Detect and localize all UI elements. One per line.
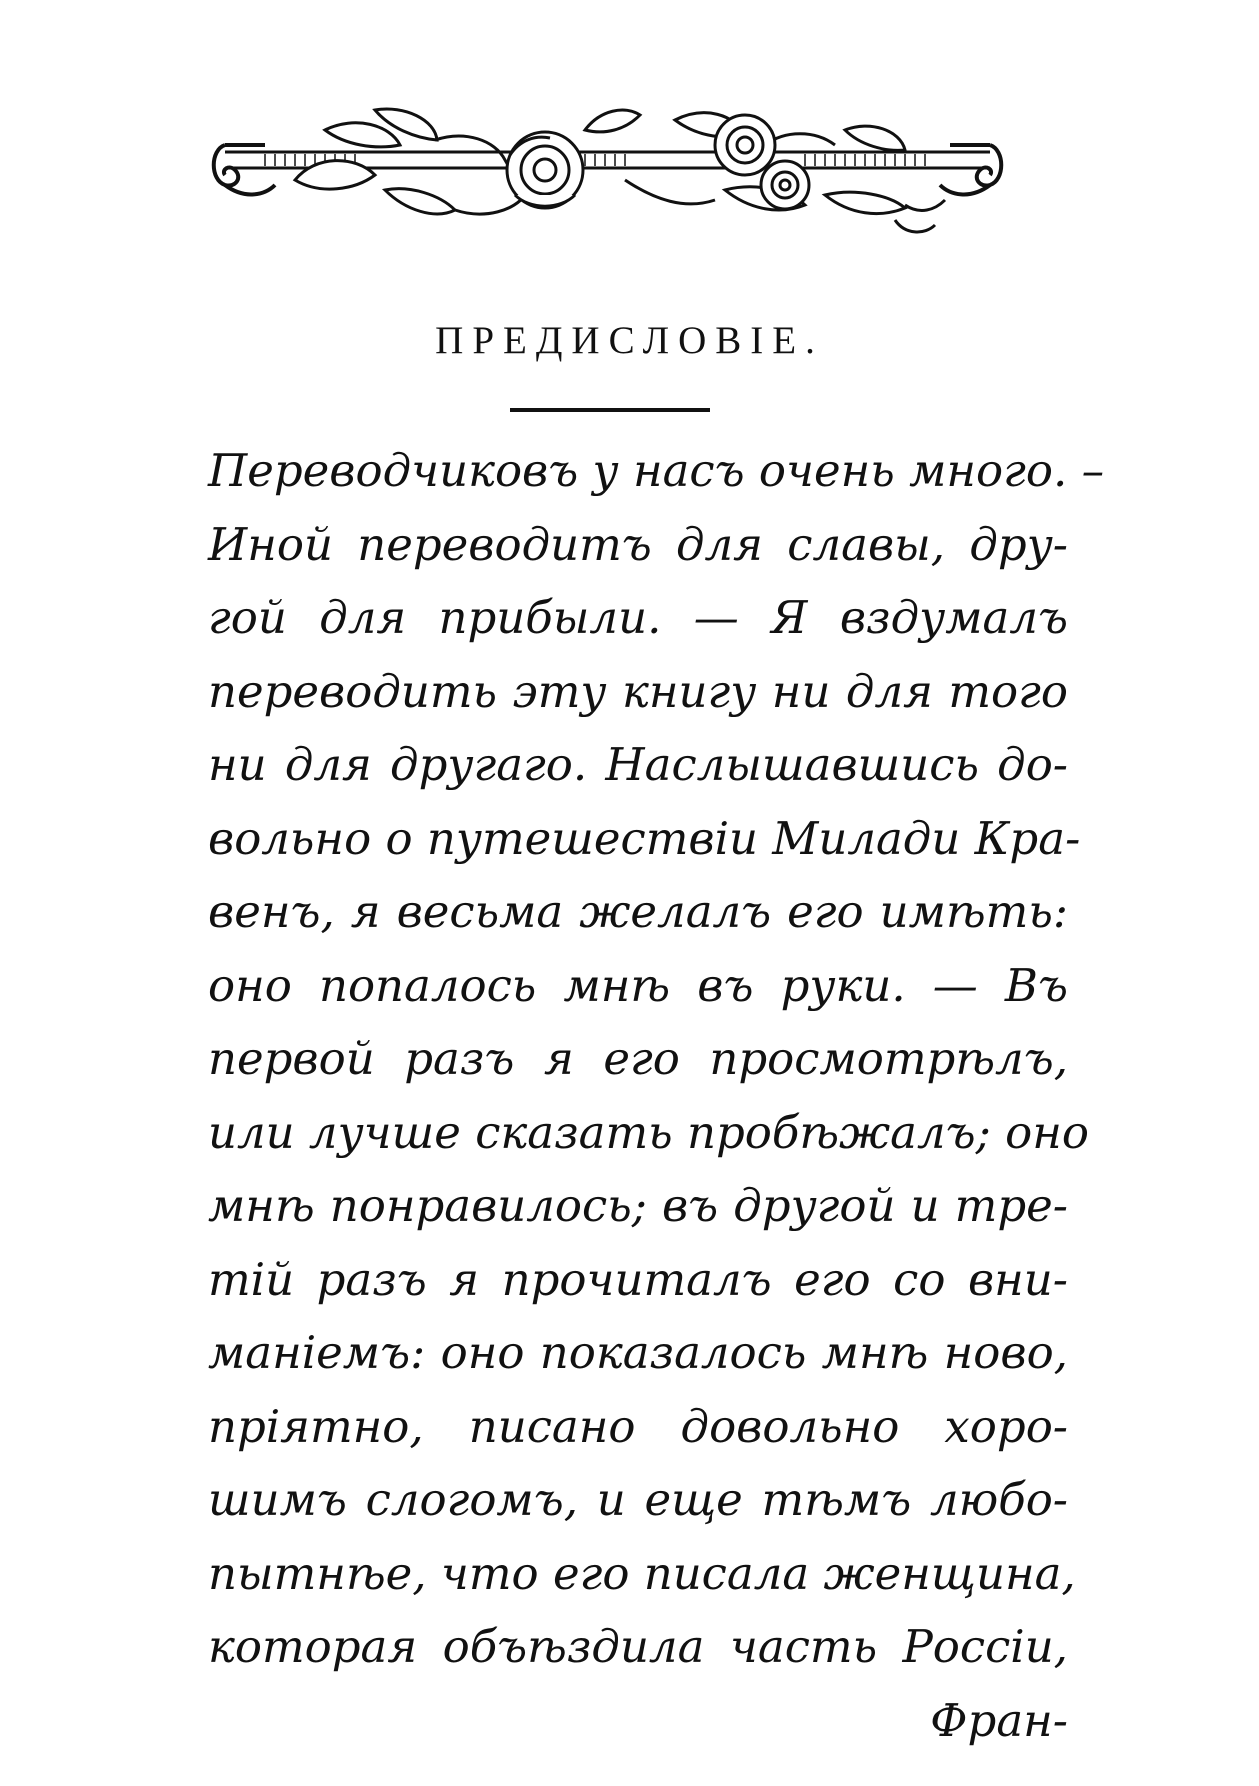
text-line: ни для другаго. Наслышавшись до- [208, 738, 1068, 791]
text-line: шимъ слогомъ, и еще тѣмъ любо- [208, 1473, 1068, 1526]
text-line: пытнѣе, что его писала женщина, [208, 1546, 1076, 1600]
text-line: Переводчиковъ у насъ очень много. – [208, 444, 1105, 497]
text-line: маніемъ: оно показалось мнѣ ново, [208, 1326, 1068, 1379]
text-line: или лучше сказать пробѣжалъ; оно [208, 1105, 1089, 1159]
text-line: оно попалось мнѣ въ руки. — Въ [208, 958, 1068, 1012]
preface-text [208, 434, 1105, 1757]
text-line: Иной переводитъ для славы, дру- [208, 517, 1068, 571]
floral-headpiece-ornament [205, 100, 1010, 250]
text-line: тій разъ я прочиталъ его со вни- [208, 1252, 1068, 1306]
title-divider [510, 408, 710, 412]
catchword: Фран- [930, 1693, 1068, 1747]
page-title: ПРЕДИСЛОВІЕ. [435, 319, 824, 362]
text-line: пріятно, писано довольно хоро- [208, 1399, 1068, 1453]
text-line: мнѣ понравилось; въ другой и тре- [208, 1179, 1068, 1232]
text-line: венъ, я весьма желалъ его имѣть: [208, 885, 1068, 938]
text-line: которая объѣздила часть Россіи, [208, 1620, 1068, 1673]
text-line: первой разъ я его просмотрѣлъ, [208, 1032, 1068, 1085]
text-line: вольно о путешествіи Милади Кра- [208, 811, 1081, 865]
text-line: гой для прибыли. — Я вздумалъ [208, 591, 1068, 644]
text-line: переводить эту книгу ни для того [208, 664, 1068, 718]
